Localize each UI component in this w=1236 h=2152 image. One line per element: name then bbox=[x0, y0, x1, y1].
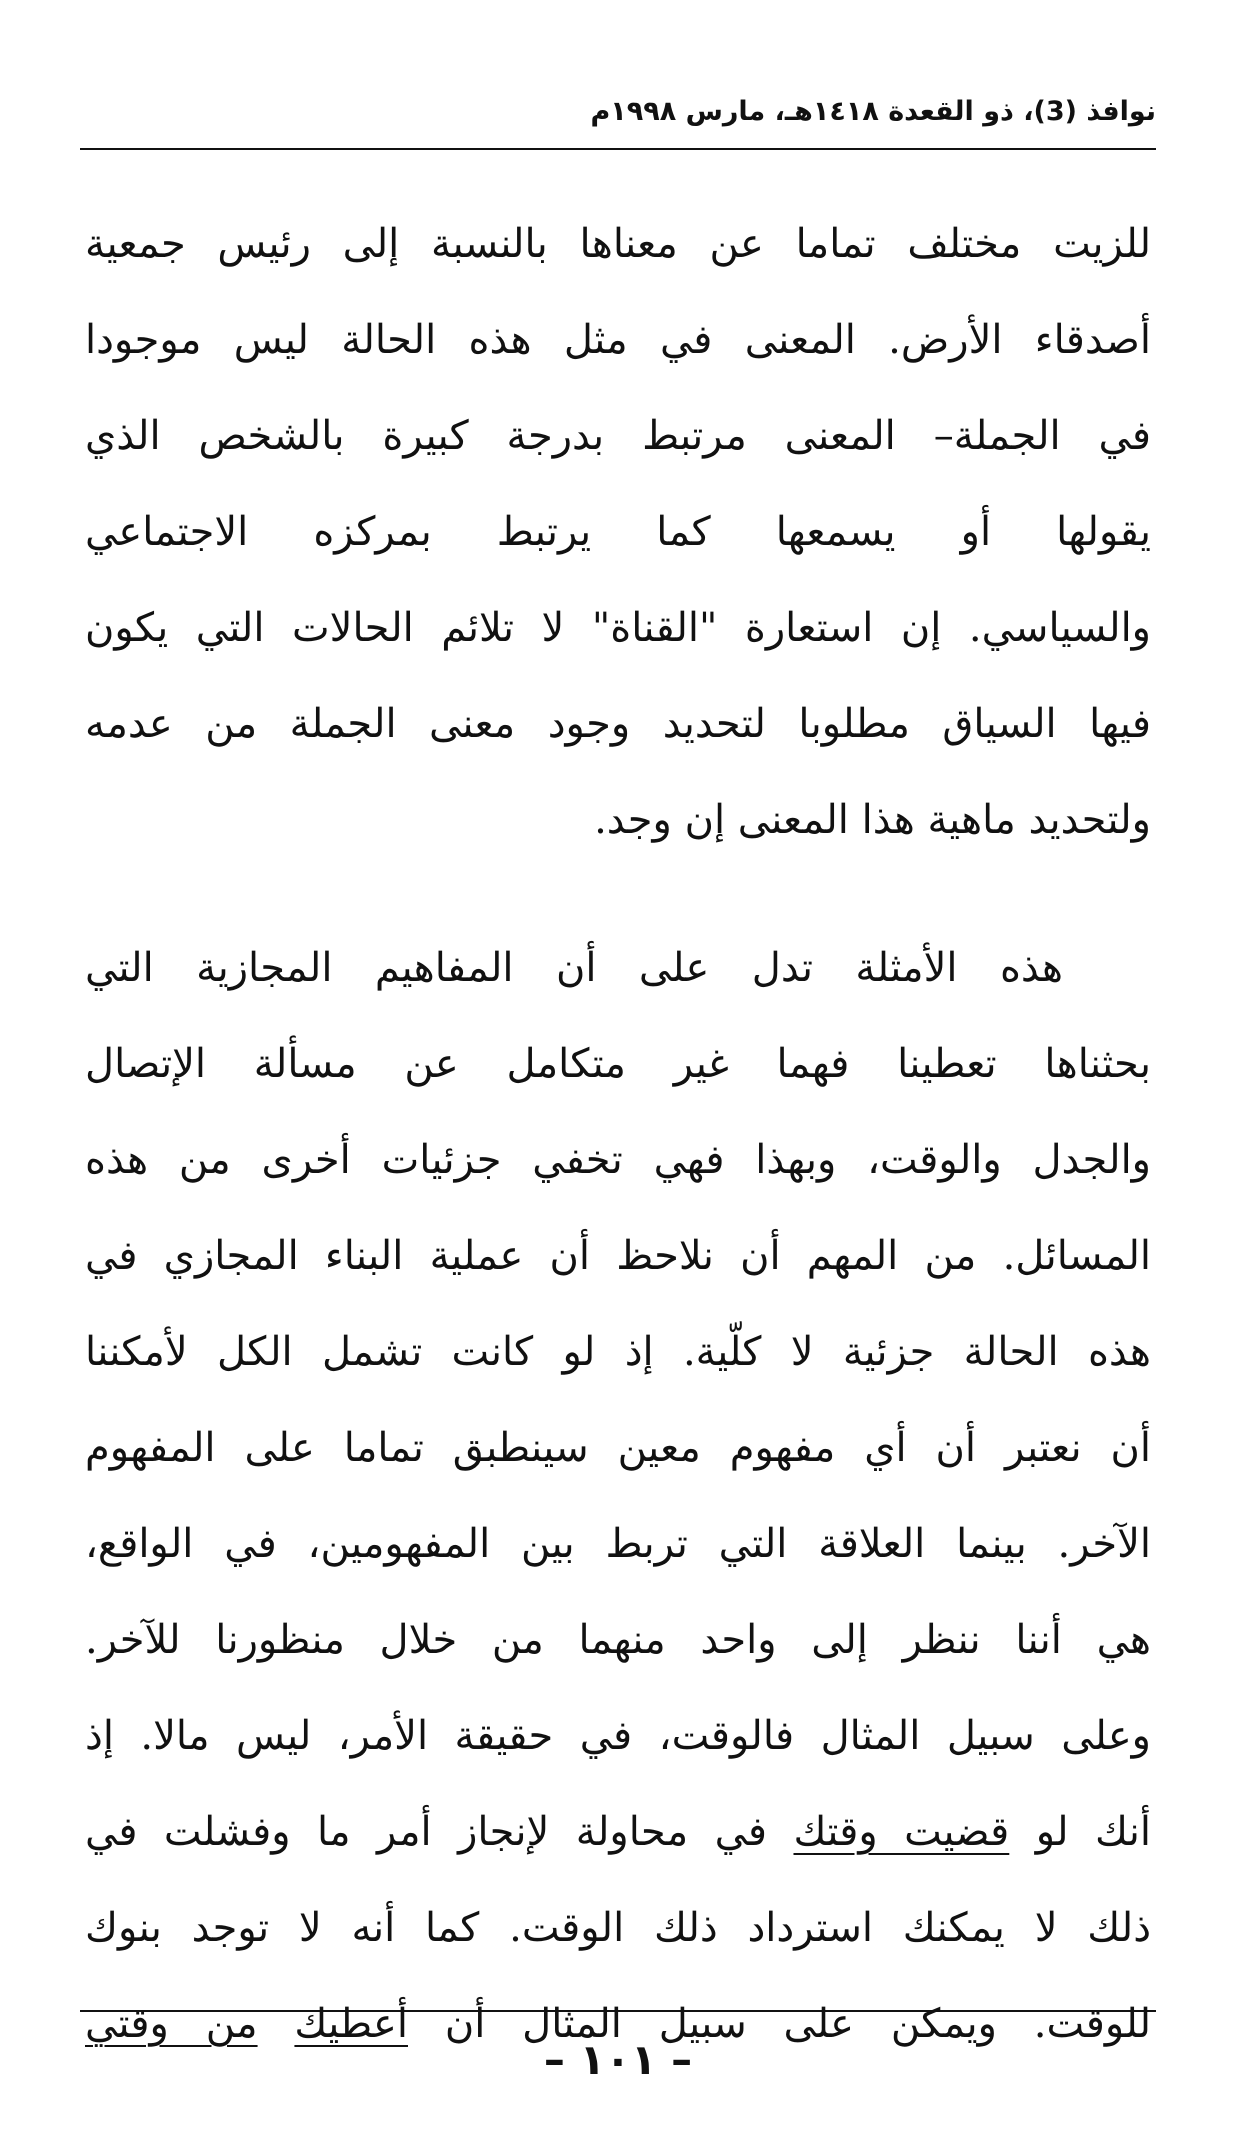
text-line: المسائل. من المهم أن نلاحظ أن عملية البناء المجازي في bbox=[85, 1233, 1151, 1279]
text-line: ذلك لا يمكنك استرداد ذلك الوقت. كما أنه لا توجد بنوك bbox=[85, 1905, 1151, 1951]
text-line bbox=[85, 1784, 1151, 1880]
text-line: والسياسي. إن استعارة "القناة" لا تلائم الحالات التي يكون bbox=[85, 605, 1151, 651]
running-header: نوافذ (3)، ذو القعدة ١٤١٨هـ، مارس ١٩٩٨م bbox=[590, 96, 1156, 127]
text-line: يقولها أو يسمعها كما يرتبط بمركزه الاجتماعي bbox=[85, 509, 1151, 555]
text-line: في الجملة– المعنى مرتبط بدرجة كبيرة بالشخص الذي bbox=[85, 413, 1151, 459]
line-segment: في محاولة لإنجاز أمر ما وفشلت في bbox=[85, 1809, 794, 1855]
text-line: الآخر. بينما العلاقة التي تربط بين المفهومين، في الواقع، bbox=[85, 1521, 1151, 1567]
text-line: هذه الحالة جزئية لا كلّية. إذ لو كانت تشمل الكل لأمكننا bbox=[85, 1329, 1151, 1375]
footer-rule bbox=[80, 2010, 1156, 2012]
page-number: – ١٠١ – bbox=[543, 2035, 693, 2084]
line-segment: أنك لو bbox=[1009, 1809, 1151, 1855]
text-line: هذه الأمثلة تدل على أن المفاهيم المجازية التي bbox=[85, 945, 1063, 991]
body-text bbox=[85, 196, 1151, 2072]
line-segment: للوقت. ويمكن على سبيل المثال أن bbox=[408, 2001, 1151, 2047]
underlined-phrase: من وقتي bbox=[85, 2001, 258, 2047]
text-line: فيها السياق مطلوبا لتحديد وجود معنى الجملة من عدمه bbox=[85, 701, 1151, 747]
text-line: للزيت مختلف تماما عن معناها بالنسبة إلى رئيس جمعية bbox=[85, 221, 1151, 267]
text-line: ولتحديد ماهية هذا المعنى إن وجد. bbox=[594, 797, 1151, 843]
paragraph-2 bbox=[85, 920, 1151, 2072]
text-line: وعلى سبيل المثال فالوقت، في حقيقة الأمر، ليس مالا. إذ bbox=[85, 1713, 1151, 1759]
text-line: أن نعتبر أن أي مفهوم معين سينطبق تماما على المفهوم bbox=[85, 1425, 1151, 1471]
paragraph-spacer bbox=[85, 868, 1151, 920]
text-line: هي أننا ننظر إلى واحد منهما من خلال منظورنا للآخر. bbox=[85, 1617, 1151, 1663]
text-line: بحثناها تعطينا فهما غير متكامل عن مسألة الإتصال bbox=[85, 1041, 1151, 1087]
text-line: أصدقاء الأرض. المعنى في مثل هذه الحالة ليس موجودا bbox=[85, 317, 1151, 363]
underlined-phrase: قضيت وقتك bbox=[793, 1809, 1010, 1855]
paragraph-1 bbox=[85, 196, 1151, 868]
text-line: والجدل والوقت، وبهذا فهي تخفي جزئيات أخرى من هذه bbox=[85, 1137, 1151, 1183]
header-rule bbox=[80, 148, 1156, 150]
underlined-phrase: أعطيك bbox=[294, 2001, 408, 2047]
